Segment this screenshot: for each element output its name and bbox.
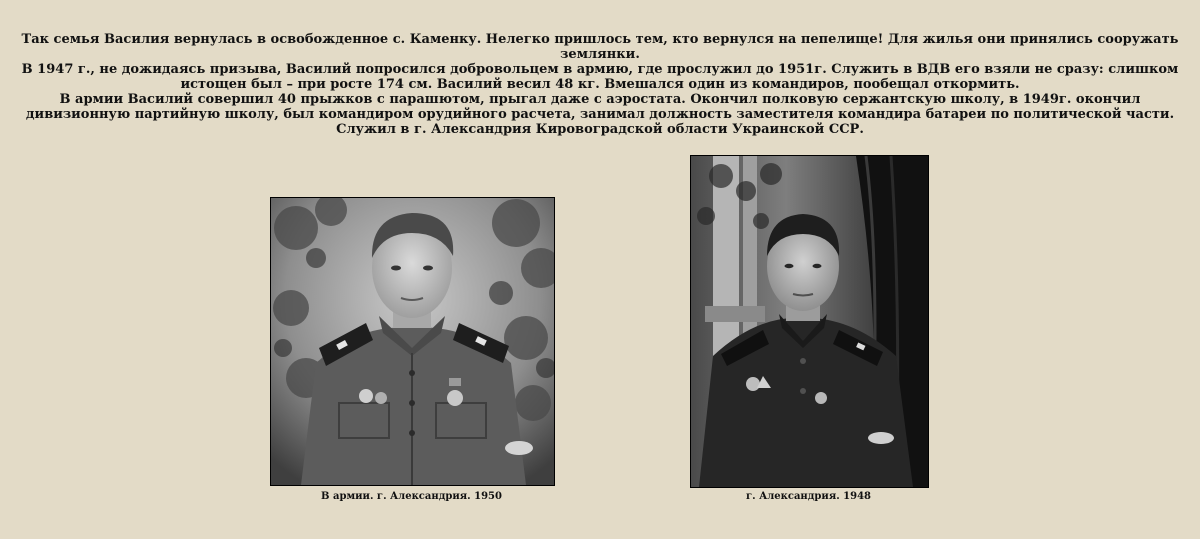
photo-army-1950 xyxy=(270,197,555,486)
story-text xyxy=(20,32,1180,137)
story-paragraph-2: В 1947 г., не дожидаясь призыва, Василий попросился добровольцем в армию, где прослужил до 1951г. Служить в ВДВ его взяли не сразу: слишком истощен был – при росте 174 см. Василий весил 48 кг. Вмешался один из командиров, пообещал откормить. xyxy=(21,62,1179,92)
photo-caption-1948: г. Александрия. 1948 xyxy=(745,491,871,502)
photo-alexandria-1948 xyxy=(690,155,929,488)
photo-caption-1950: В армии. г. Александрия. 1950 xyxy=(321,491,502,502)
story-paragraph-1: Так семья Василия вернулась в освобожденное с. Каменку. Нелегко пришлось тем, кто вернулся на пепелище! Для жилья они принялись сооружать землянки. xyxy=(21,32,1179,62)
story-paragraph-3: В армии Василий совершил 40 прыжков с парашютом, прыгал даже с аэростата. Окончил полковую сержантскую школу, в 1949г. окончил дивизионную партийную школу, был командиром орудийного расчета, занимал должность заместителя командира батареи по политической части. Служил в г. Александрия Кировоградской области Украинской ССР. xyxy=(25,92,1175,137)
photo-army-1950-image xyxy=(271,198,554,485)
photo-alexandria-1948-image xyxy=(691,156,928,487)
